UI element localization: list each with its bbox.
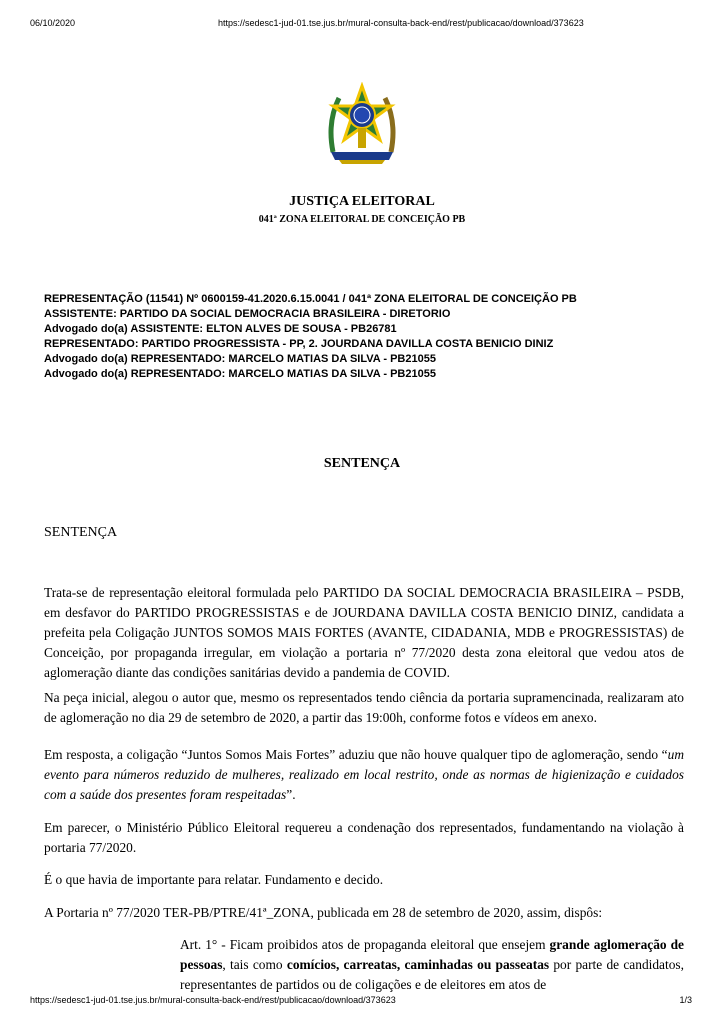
court-name: JUSTIÇA ELEITORAL (289, 194, 435, 209)
represented-lawyer-line-2: Advogado do(a) REPRESENTADO: MARCELO MATIAS DA SILVA - PB21055 (44, 368, 436, 380)
print-header-url: https://sedesc1-jud-01.tse.jus.br/mural-consulta-back-end/rest/publicacao/download/373623 (218, 18, 584, 28)
represented-line: REPRESENTADO: PARTIDO PROGRESSISTA - PP, 2. JOURDANA DAVILLA COSTA BENICIO DINIZ (44, 338, 554, 350)
paragraph-transition: É o que havia de importante para relatar. Fundamento e decido. (44, 872, 384, 887)
represented-lawyer-line: Advogado do(a) REPRESENTADO: MARCELO MATIAS DA SILVA - PB21055 (44, 353, 436, 365)
paragraph-ordinance: A Portaria nº 77/2020 TER-PB/PTRE/41ª_ZONA, publicada em 28 de setembro de 2020, assim, dispôs: (44, 905, 603, 920)
quote-part-2: , tais como (222, 957, 287, 972)
print-footer-url: https://sedesc1-jud-01.tse.jus.br/mural-consulta-back-end/rest/publicacao/download/373623 (30, 995, 396, 1005)
case-number-line: REPRESENTAÇÃO (11541) Nº 0600159-41.2020.6.15.0041 / 041ª ZONA ELEITORAL DE CONCEIÇÃO PB (44, 293, 577, 305)
response-quote: um evento para números reduzido de mulheres, realizado em local restrito, onde as normas de higienização e cuidados com a saúde dos presentes foram respeitadas (44, 747, 684, 802)
page-number: 1/3 (679, 995, 692, 1005)
print-date: 06/10/2020 (30, 18, 76, 28)
paragraph-prosecutor-opinion: Em parecer, o Ministério Público Eleitoral requereu a condenação dos representados, fundamentando na violação à portaria 77/2020. (44, 820, 684, 855)
assistant-lawyer-line: Advogado do(a) ASSISTENTE: ELTON ALVES DE SOUSA - PB26781 (44, 323, 397, 335)
response-text: Em resposta, a coligação “Juntos Somos Mais Fortes” aduziu que não houve qualquer tipo de aglomeração, sendo “ (44, 747, 668, 762)
brazil-coat-of-arms-icon (325, 82, 399, 166)
quote-part-1: Art. 1° - Ficam proibidos atos de propaganda eleitoral que ensejem (180, 937, 550, 952)
document-heading: SENTENÇA (323, 456, 401, 471)
quote-bold-2: comícios, carreatas, caminhadas ou passeatas (286, 957, 550, 972)
paragraph-initial-claim: Na peça inicial, alegou o autor que, mesmo os representados tendo ciência da portaria supramencinada, realizaram ato de aglomeração no dia 29 de setembro de 2020, a partir das 19:00h, conforme fotos e vídeos em anexo. (44, 690, 684, 725)
assistant-line: ASSISTENTE: PARTIDO DA SOCIAL DEMOCRACIA BRASILEIRA - DIRETORIO (44, 308, 451, 320)
paragraph-report: Trata-se de representação eleitoral formulada pelo PARTIDO DA SOCIAL DEMOCRACIA BRASILEIRA – PSDB, em desfavor do PARTIDO PROGRESSISTAS e de JOURDANA DAVILLA COSTA BENICIO DINIZ, candidata a prefeita pela Coligação JUNTOS SOMOS MAIS FORTES (AVANTE, CIDADANIA, MDB e PROGRESSISTAS) de Conceição, por propaganda irregular, em violação a portaria nº 77/2020 desta zona eleitoral que vedou atos de aglomeração diante das condições sanitárias devido a pandemia de COVID. (44, 585, 684, 680)
paragraph-response (44, 745, 684, 805)
quote-part-3: por parte de candidatos, representantes de partidos ou de coligações e de eleitores em atos de (180, 957, 684, 992)
document-subheading: SENTENÇA (44, 525, 118, 540)
court-zone: 041ª ZONA ELEITORAL DE CONCEIÇÃO PB (258, 214, 466, 225)
ordinance-quote (180, 935, 684, 995)
case-header (44, 292, 684, 382)
quote-bold-1: grande aglomeração de pessoas (180, 937, 684, 972)
response-end: ”. (286, 787, 296, 802)
